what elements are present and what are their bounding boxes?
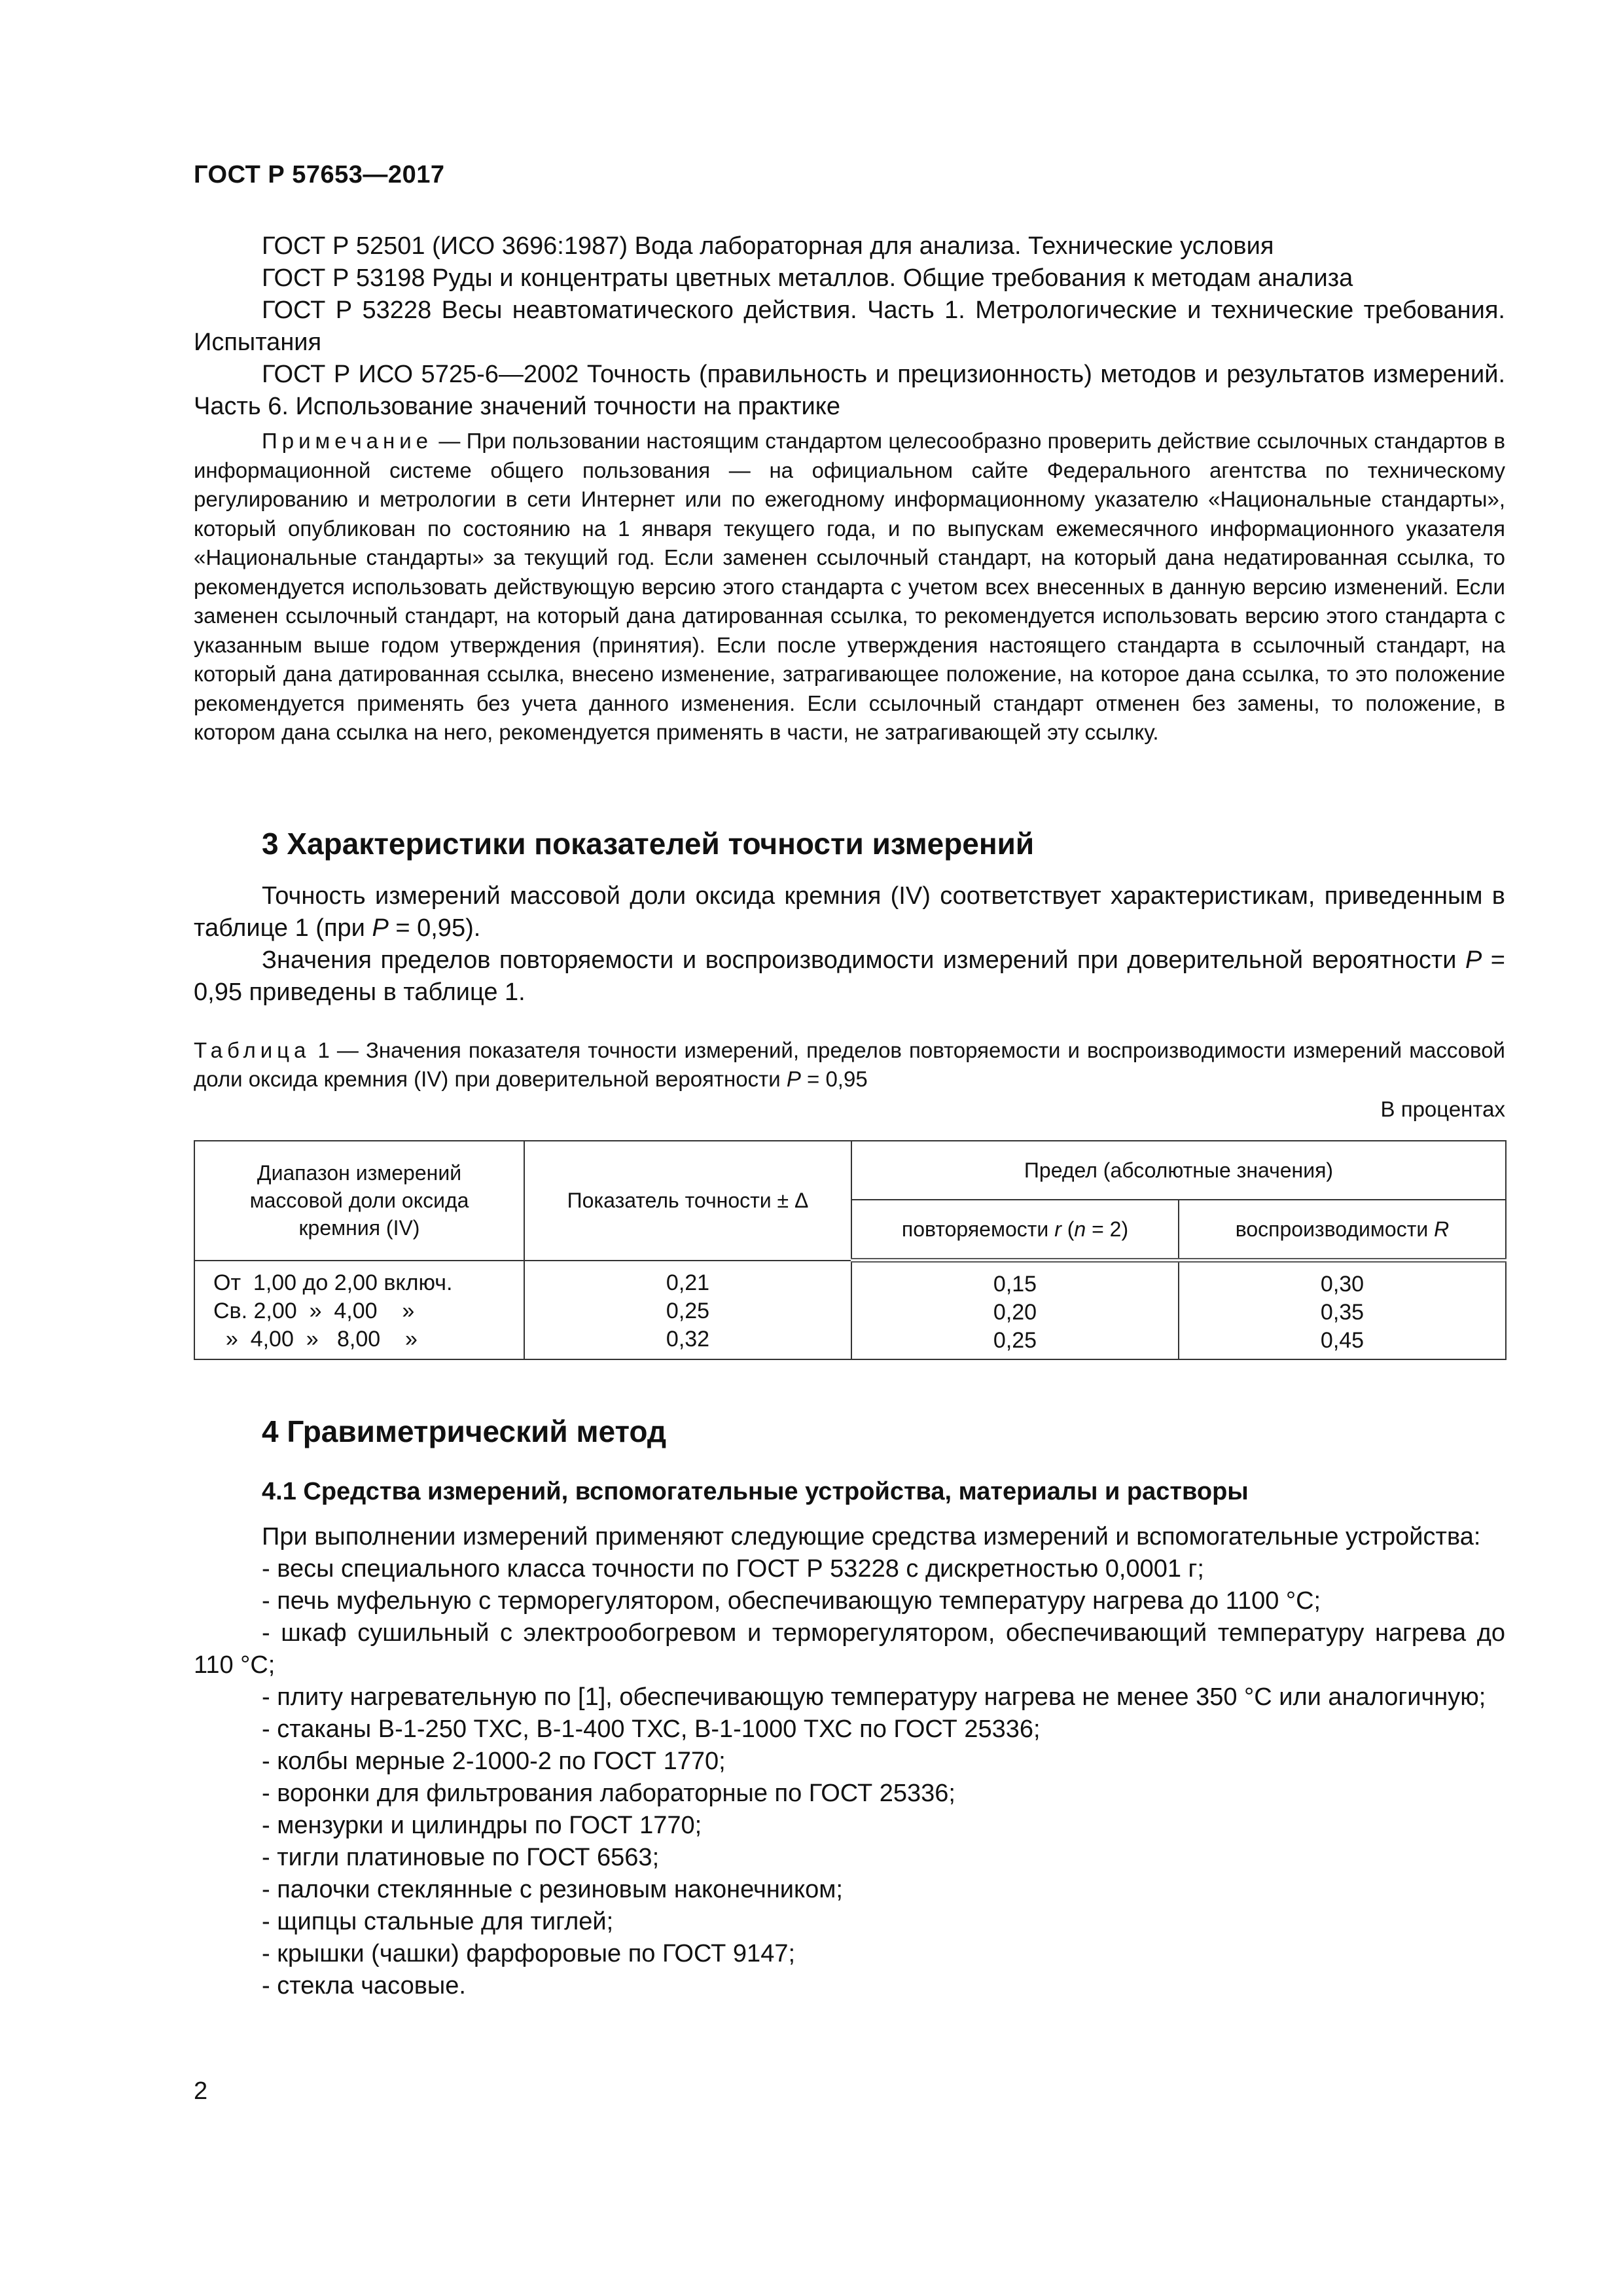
document-header: ГОСТ Р 57653—2017 [194, 161, 445, 188]
text-run: = 2) [1086, 1217, 1129, 1241]
variable-n: n [1074, 1217, 1086, 1241]
reproducibility-value: 0,30 [1320, 1272, 1364, 1297]
normative-references [194, 230, 1505, 423]
text-run: воспроизводимости [1235, 1217, 1435, 1241]
column-header-range: Диапазон измерений массовой доли оксида кремния (IV) [194, 1141, 524, 1261]
column-group-header-limit: Предел (абсолютные значения) [851, 1141, 1506, 1200]
document-page [194, 0, 1505, 2296]
text-run: повторяемости [901, 1217, 1055, 1241]
text-run: Значения пределов повторяемости и воспроизводимости измерений при доверительной вероятности [262, 946, 1465, 974]
list-item: - палочки стеклянные с резиновым наконечником; [262, 1876, 843, 1903]
repeatability-value: 0,25 [993, 1328, 1037, 1353]
range-value: Св. 2,00 » 4,00 » [213, 1298, 415, 1323]
variable-r-upper: R [1434, 1217, 1450, 1241]
text-run: Точность измерений массовой доли оксида кремния (IV) соответствует характеристикам, приведенным в таблице 1 (при [194, 882, 1505, 942]
reference-item: ГОСТ Р 53228 Весы неавтоматического действия. Часть 1. Метрологические и технические требования. Испытания [194, 296, 1505, 356]
cell-reproducibility [1179, 1261, 1506, 1360]
list-item: - плиту нагревательную по [1], обеспечивающую температуру нагрева не менее 350 °С или аналогичную; [262, 1683, 1486, 1711]
range-value: От 1,00 до 2,00 включ. [213, 1270, 453, 1295]
accuracy-value: 0,21 [666, 1270, 710, 1295]
list-item: - шкаф сушильный с электрообогревом и терморегулятором, обеспечивающий температуру нагрева до 110 °С; [194, 1619, 1505, 1679]
list-item: - воронки для фильтрования лабораторные по ГОСТ 25336; [262, 1780, 955, 1807]
variable-p: P [372, 914, 389, 942]
table-row [194, 1261, 1506, 1360]
reproducibility-value: 0,45 [1320, 1328, 1364, 1353]
cell-accuracy [524, 1261, 851, 1360]
accuracy-value: 0,25 [666, 1298, 710, 1323]
reference-item: ГОСТ Р ИСО 5725-6—2002 Точность (правильность и прецизионность) методов и результатов измерений. Часть 6. Использование значений точности на практике [194, 361, 1505, 420]
section-4-heading: 4 Гравиметрический метод [262, 1414, 667, 1448]
variable-r: r [1054, 1217, 1061, 1241]
table-1 [194, 1140, 1507, 1360]
list-item: - мензурки и цилиндры по ГОСТ 1770; [262, 1812, 702, 1839]
repeatability-value: 0,15 [993, 1272, 1037, 1297]
list-item: - тигли платиновые по ГОСТ 6563; [262, 1844, 660, 1871]
list-item: - весы специального класса точности по ГОСТ Р 53228 с дискретностью 0,0001 г; [262, 1555, 1204, 1583]
subsection-4-1-heading: 4.1 Средства измерений, вспомогательные устройства, материалы и растворы [262, 1478, 1249, 1505]
range-value: » 4,00 » 8,00 » [213, 1326, 418, 1352]
list-item: - крышки (чашки) фарфоровые по ГОСТ 9147; [262, 1940, 796, 1967]
text-run: ( [1061, 1217, 1075, 1241]
text-run: = 0,95 [800, 1067, 868, 1091]
reference-item: ГОСТ Р 53198 Руды и концентраты цветных металлов. Общие требования к методам анализа [262, 264, 1353, 292]
table-1-caption [194, 1036, 1505, 1094]
cell-range [194, 1261, 524, 1360]
column-header-reproducibility [1179, 1200, 1506, 1261]
text-run: = 0,95 приведены в таблице 1. [194, 946, 1505, 1006]
list-item: - щипцы стальные для тиглей; [262, 1908, 614, 1935]
variable-p: P [786, 1067, 801, 1091]
cell-repeatability [851, 1261, 1179, 1360]
text-run: = 0,95). [388, 914, 481, 942]
reference-item: ГОСТ Р 52501 (ИСО 3696:1987) Вода лабораторная для анализа. Технические условия [262, 232, 1274, 260]
table-units: В процентах [1380, 1097, 1505, 1121]
list-item: - колбы мерные 2-1000-2 по ГОСТ 1770; [262, 1748, 726, 1775]
section-3-paragraph-1 [194, 880, 1505, 944]
list-item: - стекла часовые. [262, 1972, 466, 2000]
note-label: Примечание [262, 429, 433, 453]
reproducibility-value: 0,35 [1320, 1300, 1364, 1325]
section-4-body [194, 1521, 1505, 2002]
note-text: — При пользовании настоящим стандартом целесообразно проверить действие ссылочных стандартов в информационной системе общего пользования — на официальном сайте Федерального агентства по техническому регулированию и метрологии в сети Интернет или по ежегодному информационному указателю «Национальные стандарты», который опубликован по состоянию на 1 января текущего года, и по выпускам ежемесячного информационного указателя «Национальные стандарты» за текущий год. Если заменен ссылочный стандарт, на который дана недатированная ссылка, то рекомендуется использовать действующую версию этого стандарта с учетом всех внесенных в данную версию изменений. Если заменен ссылочный стандарт, на который дана датированная ссылка, то рекомендуется использовать версию этого стандарта с указанным выше годом утверждения (принятия). Если после утверждения настоящего стандарта в ссылочный стандарт, на который дана датированная ссылка, внесено изменение, затрагивающее положение, на которое дана ссылка, то это положение рекомендуется применять без учета данного изменения. Если ссылочный стандарт отменен без замены, то положение, в котором дана ссылка на него, рекомендуется применять в части, не затрагивающей эту ссылку. [194, 429, 1505, 744]
table-caption-label: Таблица [194, 1038, 311, 1062]
section-3-body [194, 880, 1505, 1009]
note-paragraph [194, 427, 1505, 747]
section-3-heading: 3 Характеристики показателей точности измерений [262, 827, 1035, 861]
accuracy-value: 0,32 [666, 1326, 710, 1352]
variable-p: P [1465, 946, 1482, 974]
repeatability-value: 0,20 [993, 1300, 1037, 1325]
list-item: - печь муфельную с терморегулятором, обеспечивающую температуру нагрева до 1100 °С; [262, 1587, 1321, 1615]
section-4-intro: При выполнении измерений применяют следующие средства измерений и вспомогательные устройства: [262, 1523, 1481, 1551]
section-3-paragraph-2 [194, 944, 1505, 1009]
column-header-repeatability [851, 1200, 1179, 1261]
text-run: 1 — Значения показателя точности измерений, пределов повторяемости и воспроизводимости измерений массовой доли оксида кремния (IV) при доверительной вероятности [194, 1038, 1505, 1091]
list-item: - стаканы В-1-250 ТХС, В-1-400 ТХС, В-1-1000 ТХС по ГОСТ 25336; [262, 1715, 1041, 1743]
column-header-accuracy: Показатель точности ± Δ [524, 1141, 851, 1261]
page-number: 2 [194, 2077, 208, 2105]
